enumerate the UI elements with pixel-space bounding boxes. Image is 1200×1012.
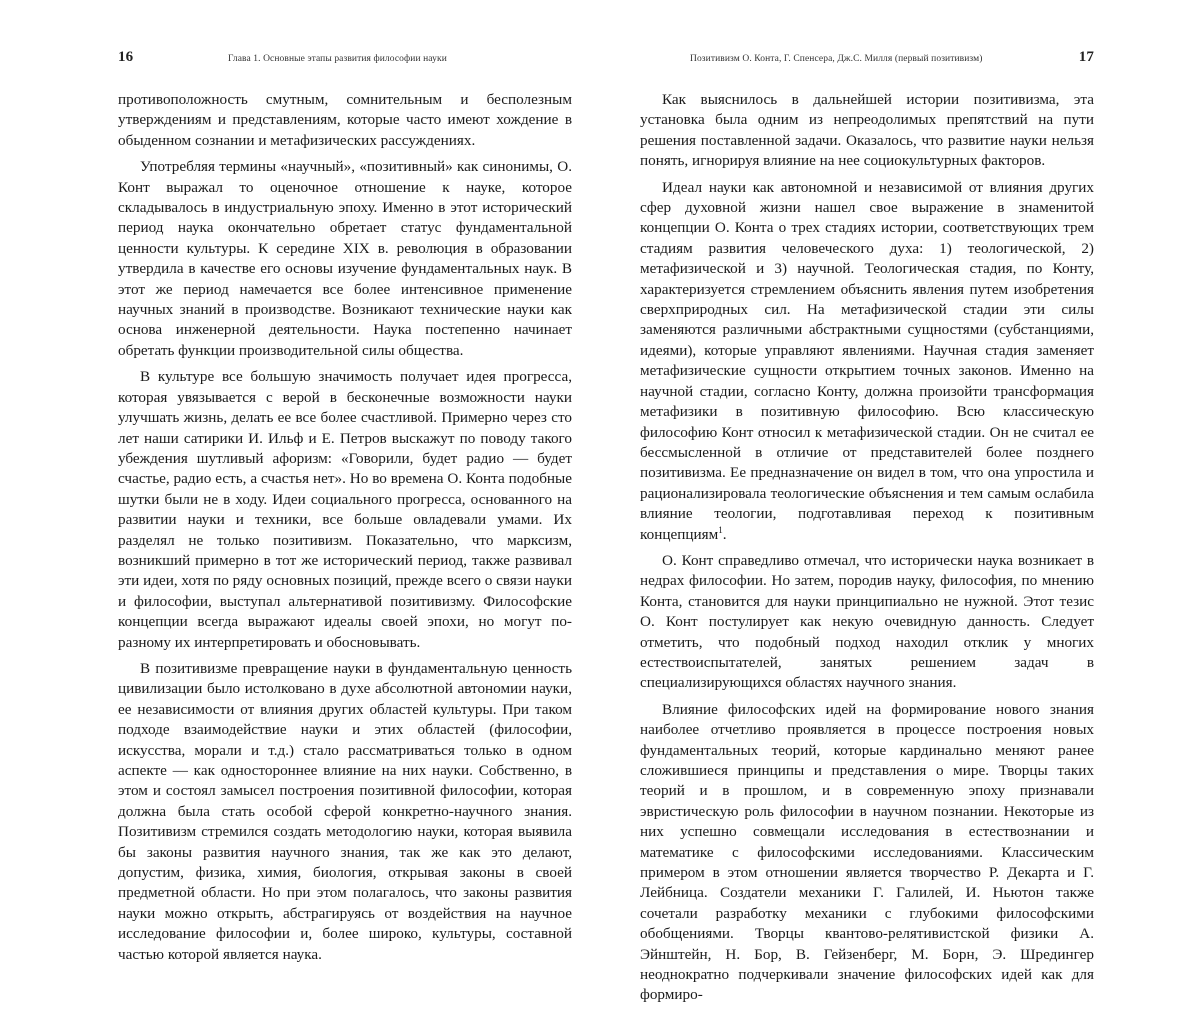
right-running-title: Позитивизм О. Конта, Г. Спенсера, Дж.С. Милля (первый позитивизм) <box>690 54 983 64</box>
left-paragraph-1: противоположность смутным, сомнительным и бесполезным утверждениям и представлениям, которые часто имеют хождение в обыденном сознании и метафизических рассуждениях. <box>118 91 572 149</box>
left-page-body <box>118 90 572 971</box>
footnote-marker: 1 <box>718 524 723 535</box>
right-paragraph-4: Влияние философских идей на формирование нового знания наиболее отчетливо проявляется в процессе построения новых фундаментальных теорий, которые кардинально меняют ранее сложившиеся принципы и представления о мире. Творцы таких теорий и в прошлом, и в современную эпоху признавали эвристическую роль философии в научном познании. Некоторые из них успешно совмещали исследования в естествознании и математике с философскими исследованиями. Классическим примером в этом отношении является творчество Р. Декарта и Г. Лейбница. Создатели механики Г. Галилей, И. Ньютон также сочетали разработку механики с глубокими философскими обобщениями. Творцы квантово-релятивистской физики А. Эйнштейн, Н. Бор, В. Гейзенберг, М. Борн, Э. Шредингер неоднократно подчеркивали значение философских идей как для формиро- <box>640 700 1094 1004</box>
left-page-number: 16 <box>118 49 134 65</box>
right-paragraph-2-text: Идеал науки как автономной и независимой от влияния других сфер духовной жизни нашел свое выражение в знаменитой концепции О. Конта о трех стадиях истории, соответствующих трем стадиям развития человеческого духа: 1) теологической, 2) метафизической и 3) научной. Теологическая стадия, по Конту, характеризуется стремлением объяснить явления путем изобретения сверхприродных сил. На метафизической стадии эти силы заменяются различными абстрактными сущностями (субстанциями, идеями), которые управляют явлениями. Научная стадия заменяет метафизические сущности открытием точных законов. Именно на научной стадии, согласно Конту, должна произойти трансформация метафизики в позитивную философию. Всю классическую философию Конт относил к метафизической стадии. Он не считал ее бессмысленной в отличие от представителей более позднего позитивизма. Ее предназначение он видел в том, что она упростила и рационализировала теологические объяснения и тем самым ослабила влияние теологии, подготавливая переход к позитивным концепциям <box>640 178 1094 543</box>
left-paragraph-4: В позитивизме превращение науки в фундаментальную ценность цивилизации было истолковано в духе абсолютной автономии науки, ее независимости от влияния других областей культуры. При таком подходе взаимодействие науки и этих областей (философии, искусства, морали и т.д.) стало рассматриваться только в одном аспекте — как одностороннее влияние на них науки. Собственно, в этом и состоял замысел построения позитивной философии, которая должна была стать особой сферой конкретно-научного знания. Позитивизм стремился создать методологию науки, которая выявила бы законы развития научного знания, так же как это делают, допустим, физика, химия, биология, открывая законы в своей предметной области. Но при этом полагалось, что законы развития науки можно открыть, абстрагируясь от воздействия на научное исследование философии и, более широко, культуры, составной частью которой является наука. <box>118 659 572 963</box>
left-paragraph-2: Употребляя термины «научный», «позитивный» как синонимы, О. Конт выражал то оценочное отношение к науке, которое складывалось в индустриальную эпоху. Именно в этот исторический период наука окончательно обретает статус фундаментальной ценности культуры. К середине XIX в. революция в образовании утвердила в качестве его основы изучение фундаментальных наук. В этот же период намечается все более интенсивное применение научных знаний в производстве. Возникают технические науки как основа инженерной деятельности. Наука постепенно начинает обретать функции производительной силы общества. <box>118 158 572 359</box>
left-running-head <box>118 49 572 72</box>
right-running-head <box>640 49 1094 72</box>
right-paragraph-3: О. Конт справедливо отмечал, что исторически наука возникает в недрах философии. Но затем, породив науку, философия, по мнению Конта, становится для науки принципиально не нужной. Этот тезис О. Конт постулирует как некую очевидную данность. Следует отметить, что подобный подход находил отклик у многих естествоиспытателей, занятых решением задач в специализирующихся областях научного знания. <box>640 551 1094 692</box>
right-page-body <box>640 90 1094 1012</box>
left-page <box>118 0 572 963</box>
right-page-number: 17 <box>1078 49 1094 65</box>
right-paragraph-2: Идеал науки как автономной и независимой от влияния других сфер духовной жизни нашел свое выражение в знаменитой концепции О. Конта о трех стадиях истории, соответствующих трем стадиям развития человеческого духа: 1) теологической, 2) метафизической и 3) научной. Теологическая стадия, по Конту, характеризуется стремлением объяснить явления путем изобретения сверхприродных сил. На метафизической стадии эти силы заменяются различными абстрактными сущностями (субстанциями, идеями), которые управляют явлениями. Научная стадия заменяет метафизические сущности открытием точных законов. Именно на научной стадии, согласно Конту, должна произойти трансформация метафизики в позитивную философию. Всю классическую философию Конт относил к метафизической стадии. Он не считал ее бессмысленной в отличие от представителей более позднего позитивизма. Ее предназначение он видел в том, что она упростила и рационализировала теологические объяснения и тем самым ослабила влияние теологии, подготавливая переход к позитивным концепциям$^1$. <box>640 178 1094 543</box>
right-paragraph-1: Как выяснилось в дальнейшей истории позитивизма, эта установка была одним из непреодолимых препятствий на пути решения поставленной задачи. Оказалось, что развитие науки нельзя понять, игнорируя влияние на нее социокультурных факторов. <box>640 91 1094 170</box>
left-paragraph-3: В культуре все большую значимость получает идея прогресса, которая увязывается с верой в бесконечные возможности науки улучшать жизнь, делать ее все более счастливой. Примерно через сто лет наши сатирики И. Ильф и Е. Петров выскажут по поводу такого убеждения шутливый афоризм: «Говорили, будет радио — будет счастье, радио есть, а счастья нет». Но во времена О. Конта подобные шутки были не в ходу. Идеи социального прогресса, основанного на развитии науки и техники, все больше овладевали умами. Их разделял не только позитивизм. Показательно, что марксизм, возникший примерно в тот же исторический период, также развивал эти идеи, хотя по ряду основных позиций, прежде всего о связи науки и философии, выступал альтернативой позитивизму. Философские концепции всегда выражают идеалы своей эпохи, но могут по-разному их интерпретировать и обосновывать. <box>118 368 572 651</box>
right-page <box>640 0 1094 1004</box>
left-running-title: Глава 1. Основные этапы развития философии науки <box>228 54 447 64</box>
